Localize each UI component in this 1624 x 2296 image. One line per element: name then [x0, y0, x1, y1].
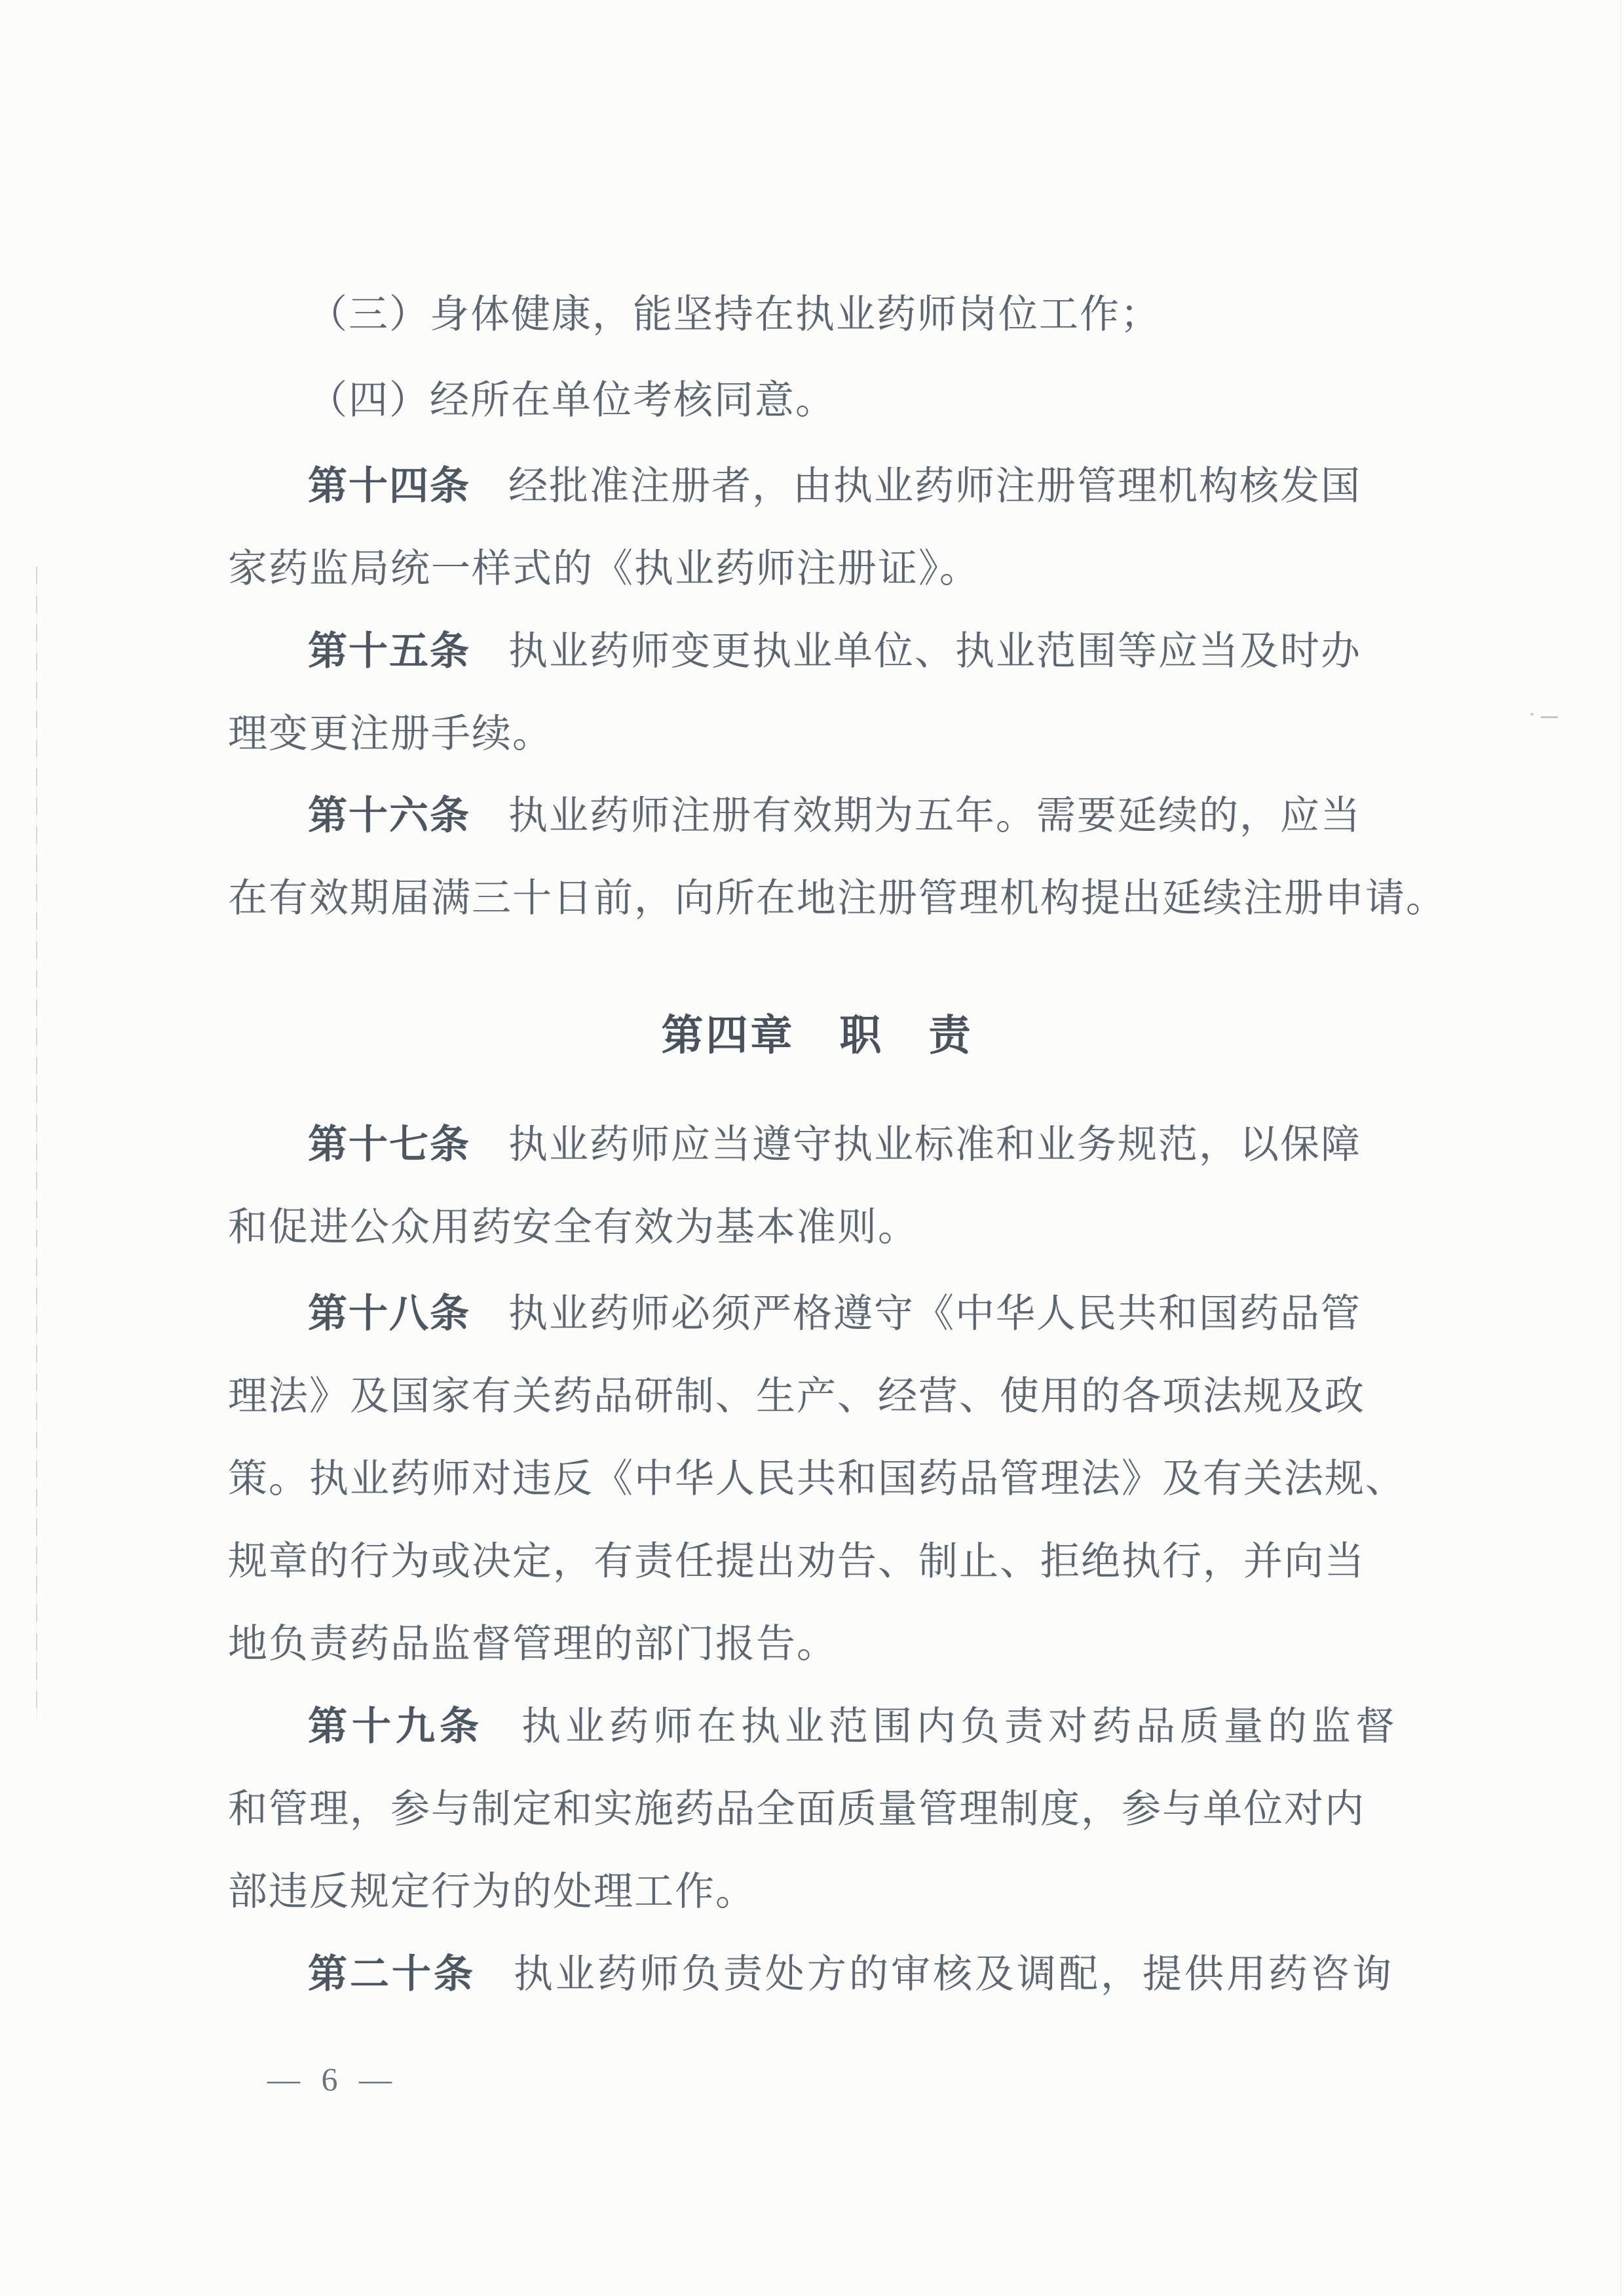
chapter-4-heading: 第四章 职 责 [661, 1012, 973, 1059]
line-text: 规章的行为或决定，有责任提出劝告、制止、拒绝执行，并向当 [228, 1540, 1365, 1583]
article-15-line-1 [308, 632, 1361, 671]
scan-fold-line [36, 567, 37, 1720]
article-14-number: 第十四条 [308, 465, 470, 508]
article-17-number: 第十七条 [308, 1123, 470, 1166]
line-text: 和促进公众用药安全有效为基本准则。 [228, 1206, 918, 1249]
scan-artifact-dash [1541, 716, 1558, 718]
line-text: （四）经所在单位考核同意。 [308, 379, 836, 422]
line-text: 家药监局统一样式的《执业药师注册证》。 [228, 547, 980, 590]
line-text: 理变更注册手续。 [228, 712, 553, 756]
line-text: 部违反规定行为的处理工作。 [228, 1870, 756, 1913]
article-15-line-2 [228, 714, 553, 754]
article-16-line-1 [308, 796, 1361, 835]
line-text: 地负责药品监督管理的部门报告。 [228, 1622, 837, 1666]
line-text: 执业药师在执业范围内负责对药品质量的监督 [521, 1705, 1399, 1748]
article-20-number: 第二十条 [308, 1953, 476, 1996]
article-18-line-5 [228, 1624, 837, 1664]
article-18-line-4 [228, 1542, 1365, 1581]
line-text: 执业药师必须严格遵守《中华人民共和国药品管 [508, 1292, 1361, 1335]
clause-item-4-line [308, 381, 836, 420]
article-17-line-2 [228, 1208, 918, 1247]
clause-item-3-line [308, 295, 1161, 334]
article-16-line-2 [228, 879, 1446, 918]
article-20-line-1 [308, 1955, 1394, 1994]
article-14-line-1 [308, 467, 1361, 506]
article-14-line-2 [228, 549, 980, 588]
article-18-number: 第十八条 [308, 1292, 470, 1335]
line-text: 理法》及国家有关药品研制、生产、经营、使用的各项法规及政 [228, 1375, 1365, 1418]
line-text: 执业药师负责处方的审核及调配，提供用药咨询 [514, 1953, 1394, 1996]
scan-edge-shadow [1620, 0, 1621, 2296]
article-19-line-3 [228, 1872, 756, 1911]
page-number: — 6 — [267, 2061, 398, 2097]
line-text: 和管理，参与制定和实施药品全面质量管理制度，参与单位对内 [228, 1788, 1365, 1831]
line-text: 在有效期届满三十日前，向所在地注册管理机构提出延续注册申请。 [228, 877, 1446, 920]
line-text: 经批准注册者，由执业药师注册管理机构核发国 [508, 465, 1361, 508]
line-text: 策。执业药师对违反《中华人民共和国药品管理法》及有关法规、 [228, 1457, 1406, 1501]
article-15-number: 第十五条 [308, 630, 470, 673]
article-18-line-3 [228, 1459, 1406, 1499]
article-16-number: 第十六条 [308, 794, 470, 837]
line-text: 执业药师变更执业单位、执业范围等应当及时办 [508, 630, 1361, 673]
line-text: （三）身体健康，能坚持在执业药师岗位工作； [308, 293, 1161, 336]
article-19-number: 第十九条 [308, 1705, 483, 1748]
line-text: 执业药师应当遵守执业标准和业务规范，以保障 [508, 1123, 1361, 1166]
article-18-line-1 [308, 1294, 1361, 1333]
article-18-line-2 [228, 1377, 1365, 1416]
article-19-line-2 [228, 1789, 1365, 1829]
article-17-line-1 [308, 1125, 1361, 1164]
article-19-line-1 [308, 1707, 1399, 1746]
line-text: 执业药师注册有效期为五年。需要延续的，应当 [508, 794, 1361, 837]
scan-artifact-dot [1530, 713, 1534, 716]
